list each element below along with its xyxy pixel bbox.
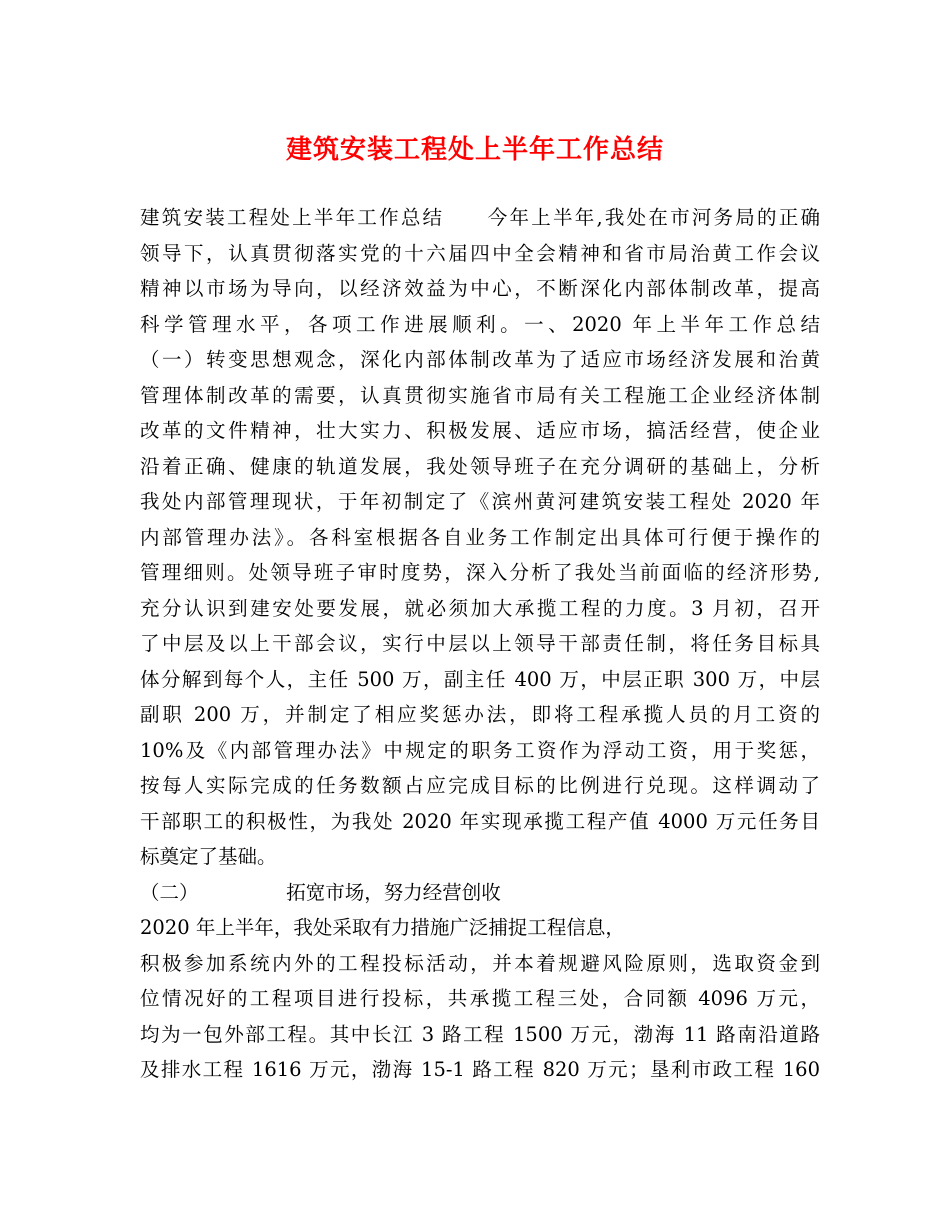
body-line: 领导下，认真贯彻落实党的十六届四中全会精神和省市局治黄工作会议	[140, 241, 820, 265]
section-heading: （二） 拓宽市场，努力经营创收	[140, 880, 501, 904]
document-body	[140, 200, 820, 1088]
body-line: 副职 200 万，并制定了相应奖惩办法，即将工程承揽人员的月工资的	[140, 703, 820, 726]
body-line: 及排水工程 1616 万元，渤海 15-1 路工程 820 万元；垦利市政工程 160	[140, 1058, 820, 1081]
document-title: 建筑安装工程处上半年工作总结	[285, 135, 664, 165]
body-line: 位情况好的工程项目进行投标，共承揽工程三处，合同额 4096 万元，	[140, 987, 820, 1010]
body-line: 建筑安装工程处上半年工作总结 今年上半年,我处在市河务局的正确	[140, 206, 820, 229]
body-line: 体分解到每个人，主任 500 万，副主任 400 万，中层正职 300 万，中层	[140, 667, 820, 691]
body-line: 2020 年上半年，我处采取有力措施广泛捕捉工程信息，	[140, 916, 625, 939]
body-line: 沿着正确、健康的轨道发展，我处领导班子在充分调研的基础上，分析	[140, 454, 820, 478]
body-line: 科学管理水平，各项工作进展顺利。一、2020 年上半年工作总结	[140, 312, 820, 336]
body-line: 改革的文件精神，壮大实力、积极发展、适应市场，搞活经营，使企业	[140, 419, 820, 442]
body-line: 充分认识到建安处要发展，就必须加大承揽工程的力度。3 月初，召开	[140, 596, 820, 620]
body-line: 均为一包外部工程。其中长江 3 路工程 1500 万元，渤海 11 路南沿道路	[140, 1022, 820, 1046]
body-line: 精神以市场为导向，以经济效益为中心，不断深化内部体制改革，提高	[140, 277, 820, 300]
body-line: 了中层及以上干部会议，实行中层以上领导干部责任制，将任务目标具	[140, 632, 820, 655]
body-line: 管理细则。处领导班子审时度势，深入分析了我处当前面临的经济形势,	[140, 561, 820, 584]
body-line: （一）转变思想观念，深化内部体制改革为了适应市场经济发展和治黄	[140, 348, 820, 371]
body-line: 按每人实际完成的任务数额占应完成目标的比例进行兑现。这样调动了	[140, 774, 820, 797]
body-line: 干部职工的积极性，为我处 2020 年实现承揽工程产值 4000 万元任务目	[140, 809, 820, 833]
body-line: 标奠定了基础。	[140, 845, 277, 868]
body-line: 我处内部管理现状，于年初制定了《滨州黄河建筑安装工程处 2020 年	[140, 490, 820, 513]
body-line: 积极参加系统内外的工程投标活动，并本着规避风险原则，选取资金到	[140, 951, 820, 975]
body-line: 10%及《内部管理办法》中规定的职务工资作为浮动工资，用于奖惩，	[140, 738, 820, 762]
body-line: 内部管理办法》。各科室根据各自业务工作制定出具体可行便于操作的	[140, 525, 820, 549]
body-line: 管理体制改革的需要，认真贯彻实施省市局有关工程施工企业经济体制	[140, 383, 820, 407]
